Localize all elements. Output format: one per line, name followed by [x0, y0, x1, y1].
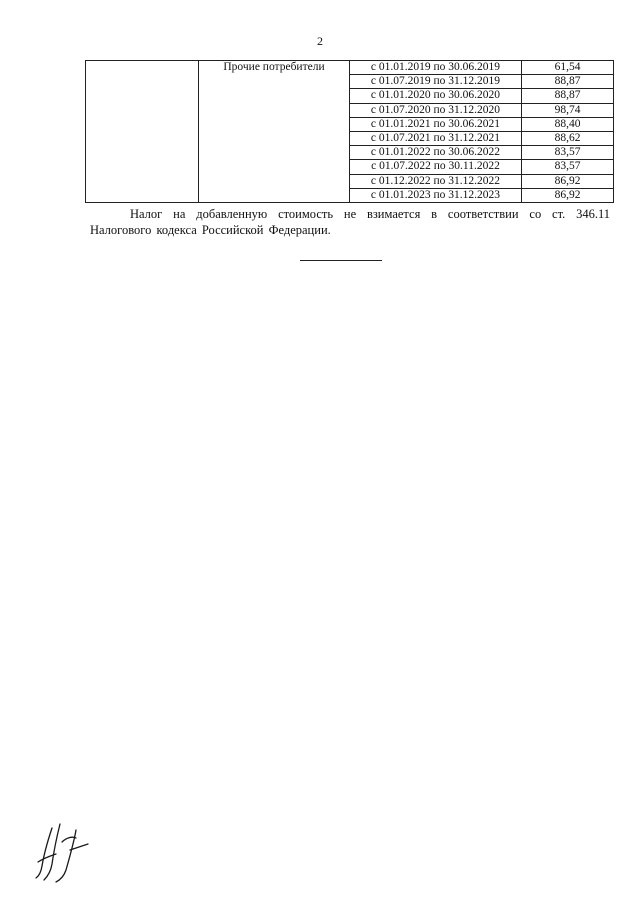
tariff-value-cell: 88,87 [522, 75, 614, 89]
tariff-value-cell: 83,57 [522, 146, 614, 160]
period-cell: с 01.07.2020 по 31.12.2020 [350, 103, 522, 117]
tariff-value-cell: 98,74 [522, 103, 614, 117]
tariff-table [85, 60, 614, 203]
consumer-group-cell: Прочие потребители [199, 61, 350, 203]
blank-cell [86, 61, 199, 203]
tariff-value-cell: 88,40 [522, 117, 614, 131]
tariff-value-cell: 61,54 [522, 61, 614, 75]
tariff-value-cell: 88,87 [522, 89, 614, 103]
period-cell: с 01.01.2019 по 30.06.2019 [350, 61, 522, 75]
tariff-table-body [86, 61, 614, 203]
handwritten-signature [30, 820, 100, 885]
table-row [86, 61, 614, 75]
period-cell: с 01.01.2022 по 30.06.2022 [350, 146, 522, 160]
period-cell: с 01.01.2021 по 30.06.2021 [350, 117, 522, 131]
tariff-value-cell: 88,62 [522, 131, 614, 145]
tariff-value-cell: 86,92 [522, 174, 614, 188]
period-cell: с 01.07.2021 по 31.12.2021 [350, 131, 522, 145]
period-cell: с 01.07.2022 по 30.11.2022 [350, 160, 522, 174]
tariff-value-cell: 86,92 [522, 188, 614, 202]
page-number: 2 [317, 34, 323, 48]
period-cell: с 01.12.2022 по 31.12.2022 [350, 174, 522, 188]
tariff-value-cell: 83,57 [522, 160, 614, 174]
period-cell: с 01.01.2020 по 30.06.2020 [350, 89, 522, 103]
period-cell: с 01.07.2019 по 31.12.2019 [350, 75, 522, 89]
end-of-document-line [300, 260, 382, 261]
period-cell: с 01.01.2023 по 31.12.2023 [350, 188, 522, 202]
vat-note: Налог на добавленную стоимость не взимается в соответствии со ст. 346.11 Налогового кодекса Российской Федерации. [90, 207, 610, 237]
